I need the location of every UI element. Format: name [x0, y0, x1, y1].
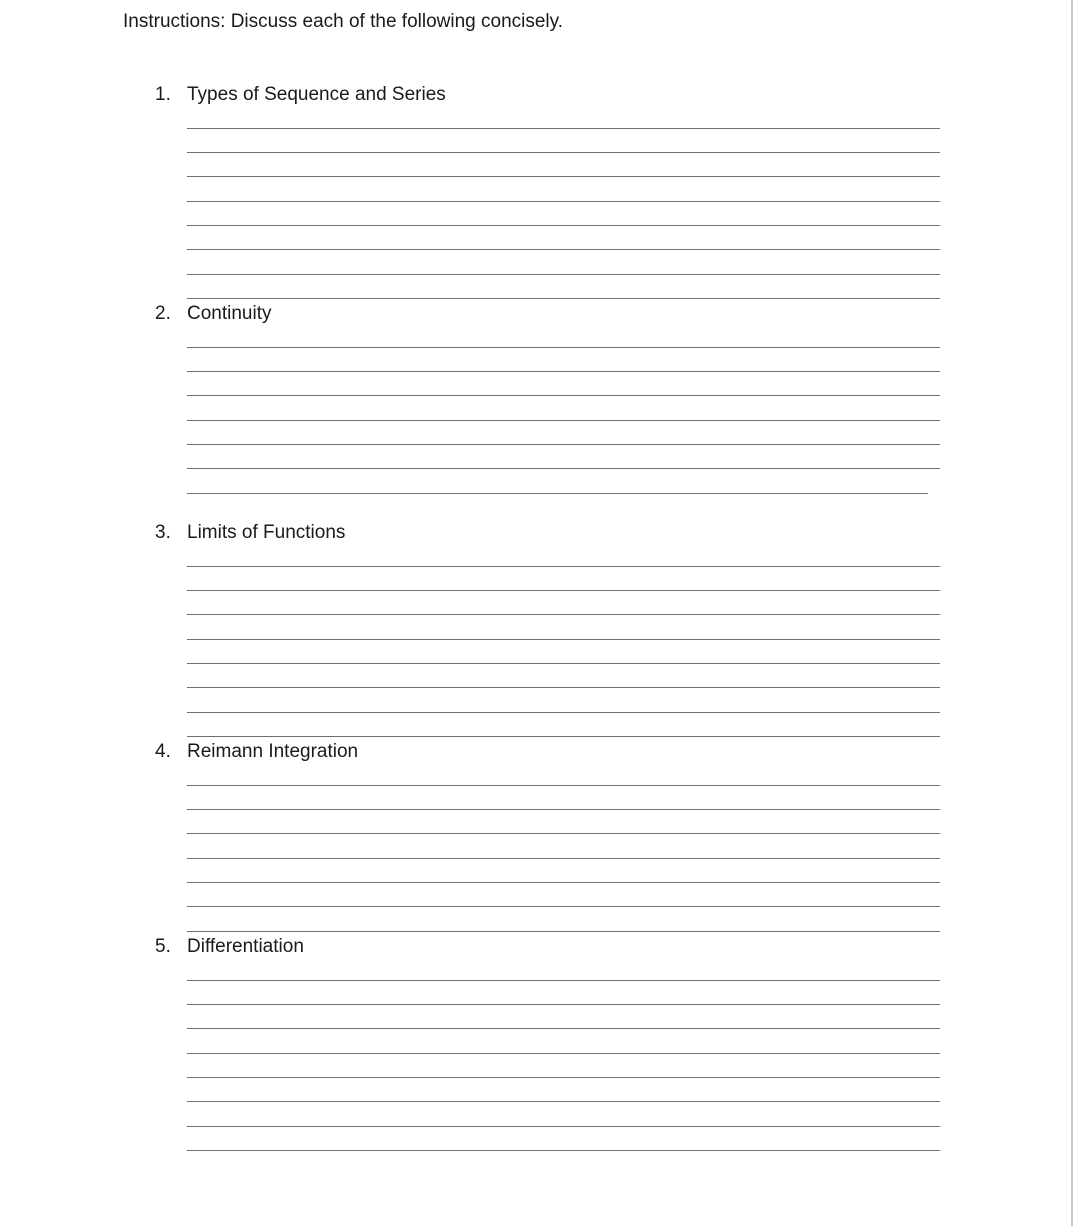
answer-line[interactable] — [187, 590, 940, 591]
question-number: 2. — [155, 303, 171, 324]
answer-line[interactable] — [187, 468, 940, 469]
answer-line[interactable] — [187, 785, 940, 786]
answer-line[interactable] — [187, 712, 940, 713]
answer-line[interactable] — [187, 980, 940, 981]
question-3 — [155, 521, 345, 545]
answer-line[interactable] — [187, 395, 940, 396]
answer-line[interactable] — [187, 225, 940, 226]
question-number: 4. — [155, 741, 171, 762]
answer-line[interactable] — [187, 1053, 940, 1054]
answer-line[interactable] — [187, 371, 940, 372]
answer-line[interactable] — [187, 614, 940, 615]
question-number: 3. — [155, 522, 171, 543]
answer-line[interactable] — [187, 176, 940, 177]
answer-line[interactable] — [187, 128, 940, 129]
answer-line[interactable] — [187, 201, 940, 202]
answer-line[interactable] — [187, 298, 940, 299]
question-title: Continuity — [187, 303, 272, 324]
answer-line[interactable] — [187, 663, 940, 664]
answer-line[interactable] — [187, 566, 940, 567]
answer-line[interactable] — [187, 1004, 940, 1005]
answer-line[interactable] — [187, 1126, 940, 1127]
answer-line[interactable] — [187, 882, 940, 883]
question-4 — [155, 740, 358, 764]
answer-line[interactable] — [187, 906, 940, 907]
answer-line[interactable] — [187, 152, 940, 153]
question-title: Reimann Integration — [187, 741, 359, 762]
answer-line[interactable] — [187, 1028, 940, 1029]
question-5 — [155, 935, 304, 959]
answer-line[interactable] — [187, 687, 940, 688]
answer-line[interactable] — [187, 931, 940, 932]
question-1 — [155, 83, 446, 107]
question-title: Differentiation — [187, 936, 304, 957]
answer-line[interactable] — [187, 493, 928, 494]
answer-line[interactable] — [187, 249, 940, 250]
answer-line[interactable] — [187, 858, 940, 859]
answer-line[interactable] — [187, 274, 940, 275]
answer-line[interactable] — [187, 833, 940, 834]
answer-line[interactable] — [187, 444, 940, 445]
question-title: Limits of Functions — [187, 522, 346, 543]
question-2 — [155, 302, 272, 326]
instructions-text: Instructions: Discuss each of the following concisely. — [123, 11, 564, 32]
answer-line[interactable] — [187, 736, 940, 737]
answer-line[interactable] — [187, 809, 940, 810]
answer-line[interactable] — [187, 347, 940, 348]
question-title: Types of Sequence and Series — [187, 84, 446, 105]
answer-line[interactable] — [187, 420, 940, 421]
answer-line[interactable] — [187, 1077, 940, 1078]
question-number: 1. — [155, 84, 171, 105]
question-number: 5. — [155, 936, 171, 957]
answer-line[interactable] — [187, 639, 940, 640]
page-edge — [1071, 0, 1073, 1226]
answer-line[interactable] — [187, 1101, 940, 1102]
answer-line[interactable] — [187, 1150, 940, 1151]
